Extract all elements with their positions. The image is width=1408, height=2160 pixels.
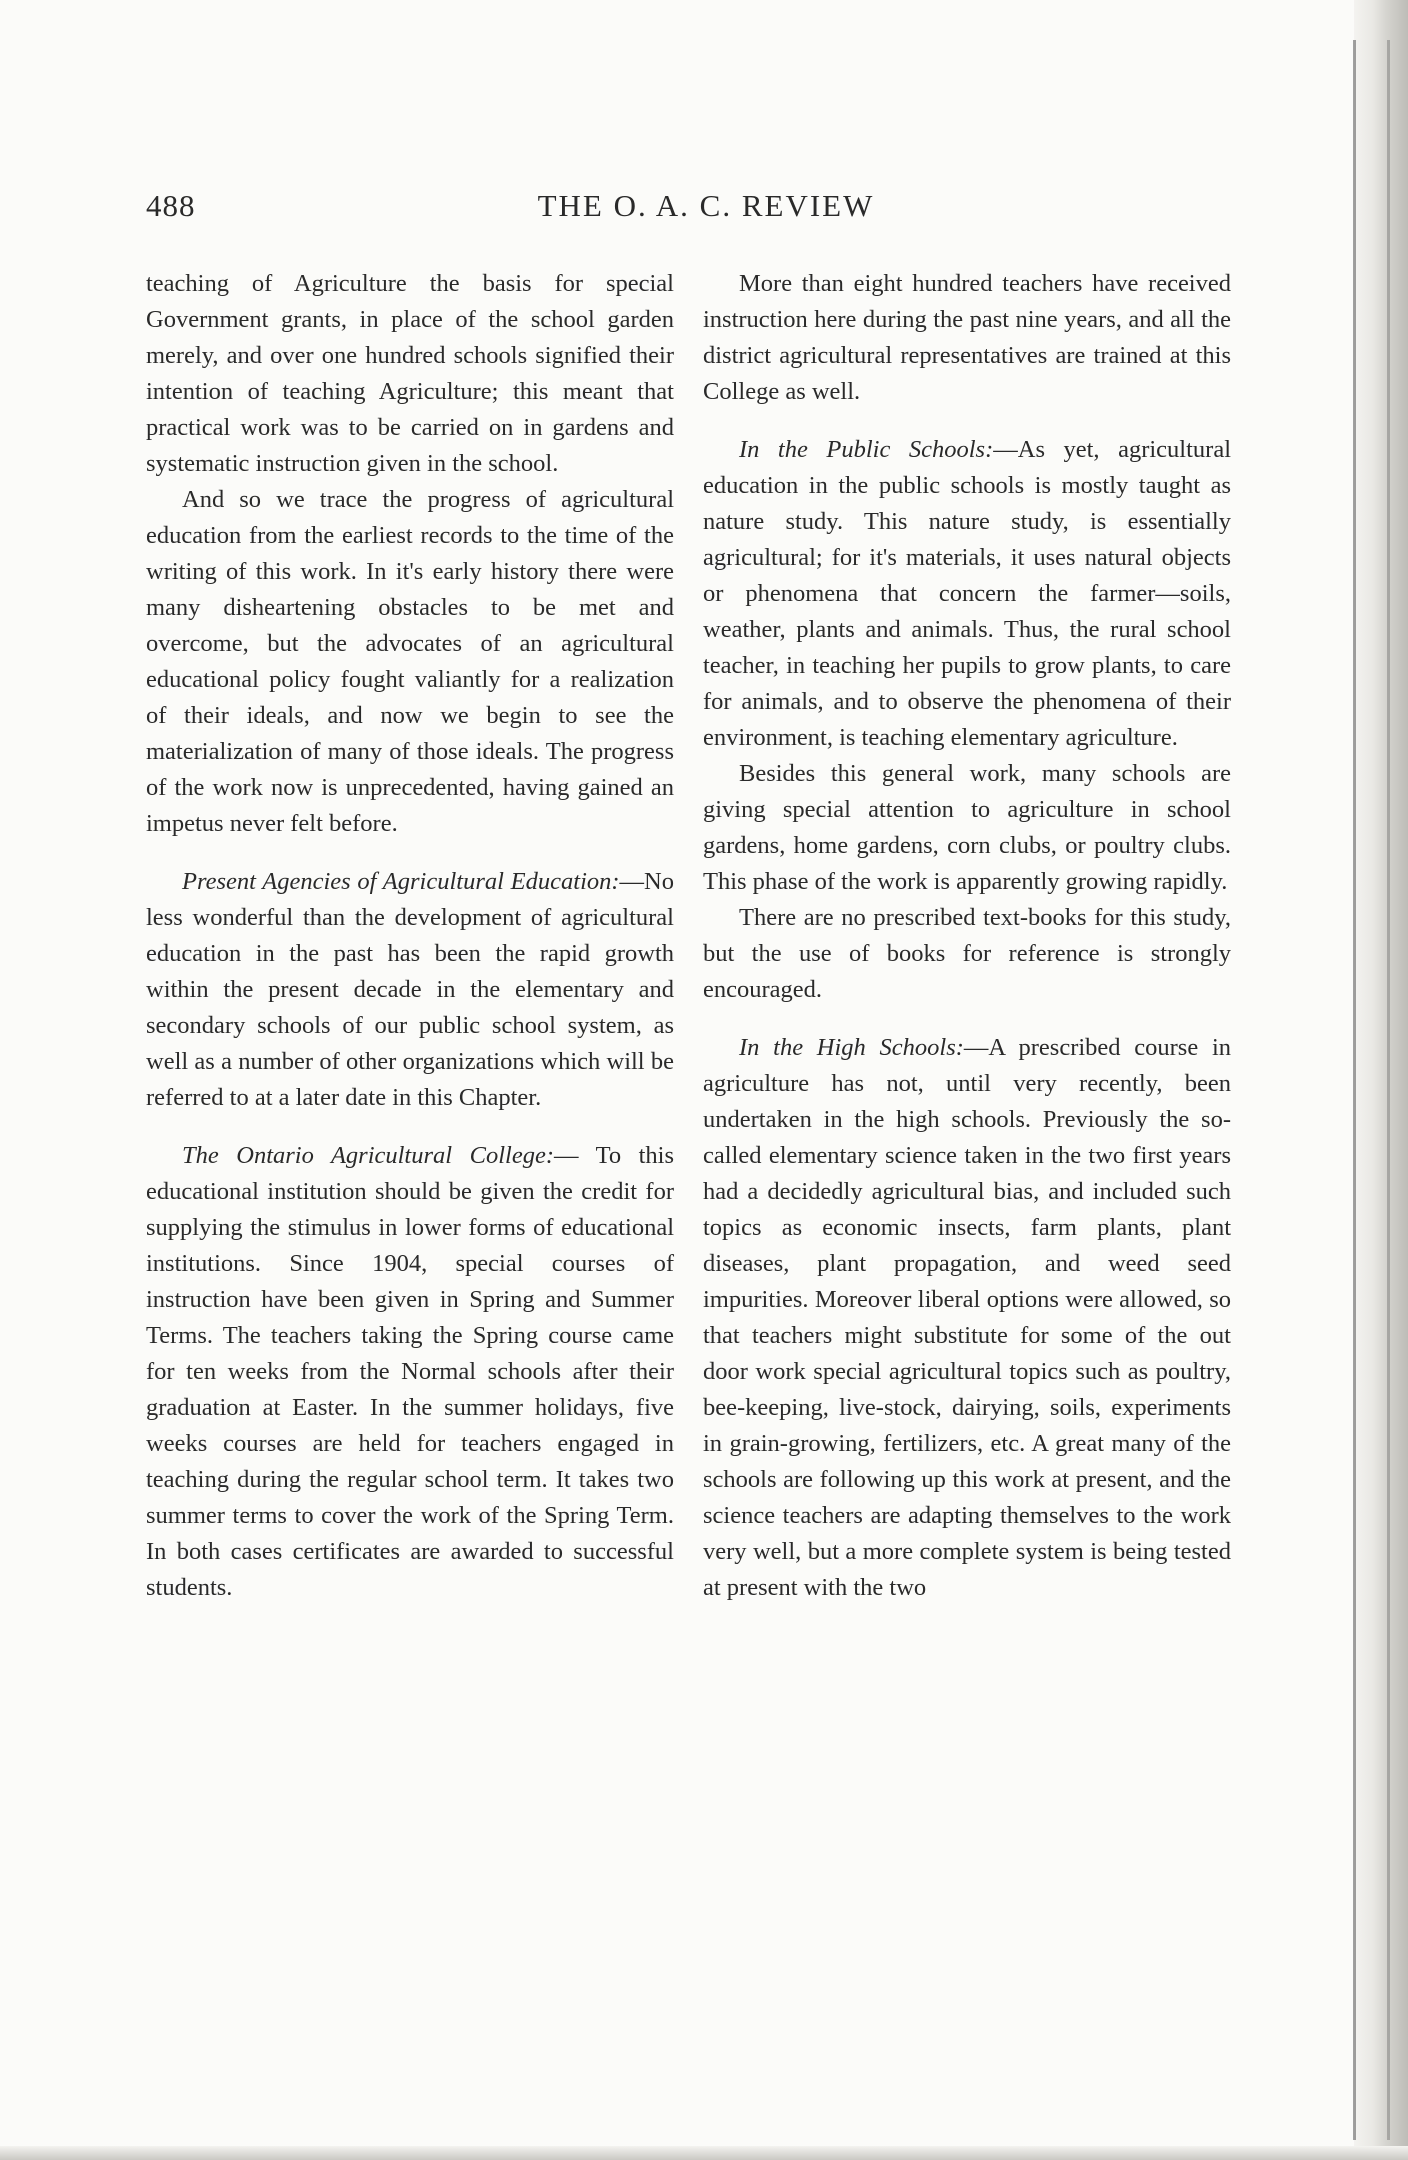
paragraph-text: —No less wonderful than the development of agricultural education in the past has been the rapid growth within the present decade in the elementary and secondary schools of our public school system, as well as a number of other organizations which will be referred to at a later date in this Chapter.: [146, 868, 674, 1111]
section-heading: Present Agencies of Agricultural Education:: [182, 868, 620, 895]
paragraph-text: —As yet, agricultural education in the public schools is mostly taught as nature study. This nature study, is essentially agricultural; for it's materials, it uses natural objects or phenomena that concern the farmer—soils, weather, plants and animals. Thus, the rural school teacher, in teaching her pupils to grow plants, to care for animals, and to observe the phenomena of their environment, is teaching elementary agriculture.: [703, 436, 1232, 751]
paragraph: [703, 432, 1231, 756]
paragraph-text: —A prescribed course in agriculture has not, until very recently, been undertaken in the high schools. Previously the so-called elementary science taken in the two first years had a decidedly agricultural bias, and included such topics as economic insects, farm plants, plant diseases, plant propagation, and weed seed impurities. Moreover liberal options were allowed, so that teachers might substitute for some of the out door work special agricultural topics such as poultry, bee-keeping, live-stock, dairying, soils, experiments in grain-growing, fertilizers, etc. A great many of the schools are following up this work at present, and the science teachers are adapting themselves to the work very well, but a more complete system is being tested at present with the two: [703, 1034, 1231, 1601]
paragraph: And so we trace the progress of agricultural education from the earliest records to the time of the writing of this work. In it's early history there were many disheartening obstacles to be met and overcome, but the advocates of an agricultural educational policy fought valiantly for a realization of their ideals, and now we begin to see the materialization of many of those ideals. The progress of the work now is unprecedented, having gained an impetus never felt before.: [146, 486, 674, 837]
right-column: [703, 266, 1231, 1606]
paragraph: Besides this general work, many schools are giving special attention to agriculture in school gardens, home gardens, corn clubs, or poultry clubs. This phase of the work is apparently growing rapidly.: [703, 760, 1231, 895]
section-heading: The Ontario Agricultural College:: [182, 1142, 554, 1169]
paragraph-text: — To this educational institution should be given the credit for supplying the stimulus in lower forms of educational institutions. Since 1904, special courses of instruction have been given in Spring and Summer Terms. The teachers taking the Spring course came for ten weeks from the Normal schools after their graduation at Easter. In the summer holidays, five weeks courses are held for teachers engaged in teaching during the regular school term. It takes two summer terms to cover the work of the Spring Term. In both cases certificates are awarded to successful students.: [146, 1142, 674, 1601]
paragraph: There are no prescribed text-books for this study, but the use of books for reference is strongly encouraged.: [703, 904, 1231, 1003]
paragraph: teaching of Agriculture the basis for special Government grants, in place of the school garden merely, and over one hundred schools signified their intention of teaching Agriculture; this meant that practical work was to be carried on in gardens and systematic instruction given in the school.: [146, 270, 674, 477]
page-header: [146, 188, 1232, 228]
section-heading: In the Public Schools:: [739, 436, 994, 463]
binding-line-outer: [1387, 40, 1390, 2140]
section-heading: In the High Schools:: [739, 1034, 964, 1061]
paragraph: [703, 1030, 1231, 1606]
left-column: [146, 266, 674, 1606]
binding-line: [1353, 40, 1356, 2140]
running-title: THE O. A. C. REVIEW: [537, 188, 875, 223]
paragraph: [146, 864, 674, 1116]
bottom-edge-shadow: [0, 2146, 1408, 2160]
page-edge-shadow: [1354, 0, 1408, 2160]
paragraph: [146, 1138, 674, 1606]
paragraph: More than eight hundred teachers have received instruction here during the past nine years, and all the district agricultural representatives are trained at this College as well.: [703, 270, 1231, 405]
page-number: 488: [146, 188, 196, 223]
